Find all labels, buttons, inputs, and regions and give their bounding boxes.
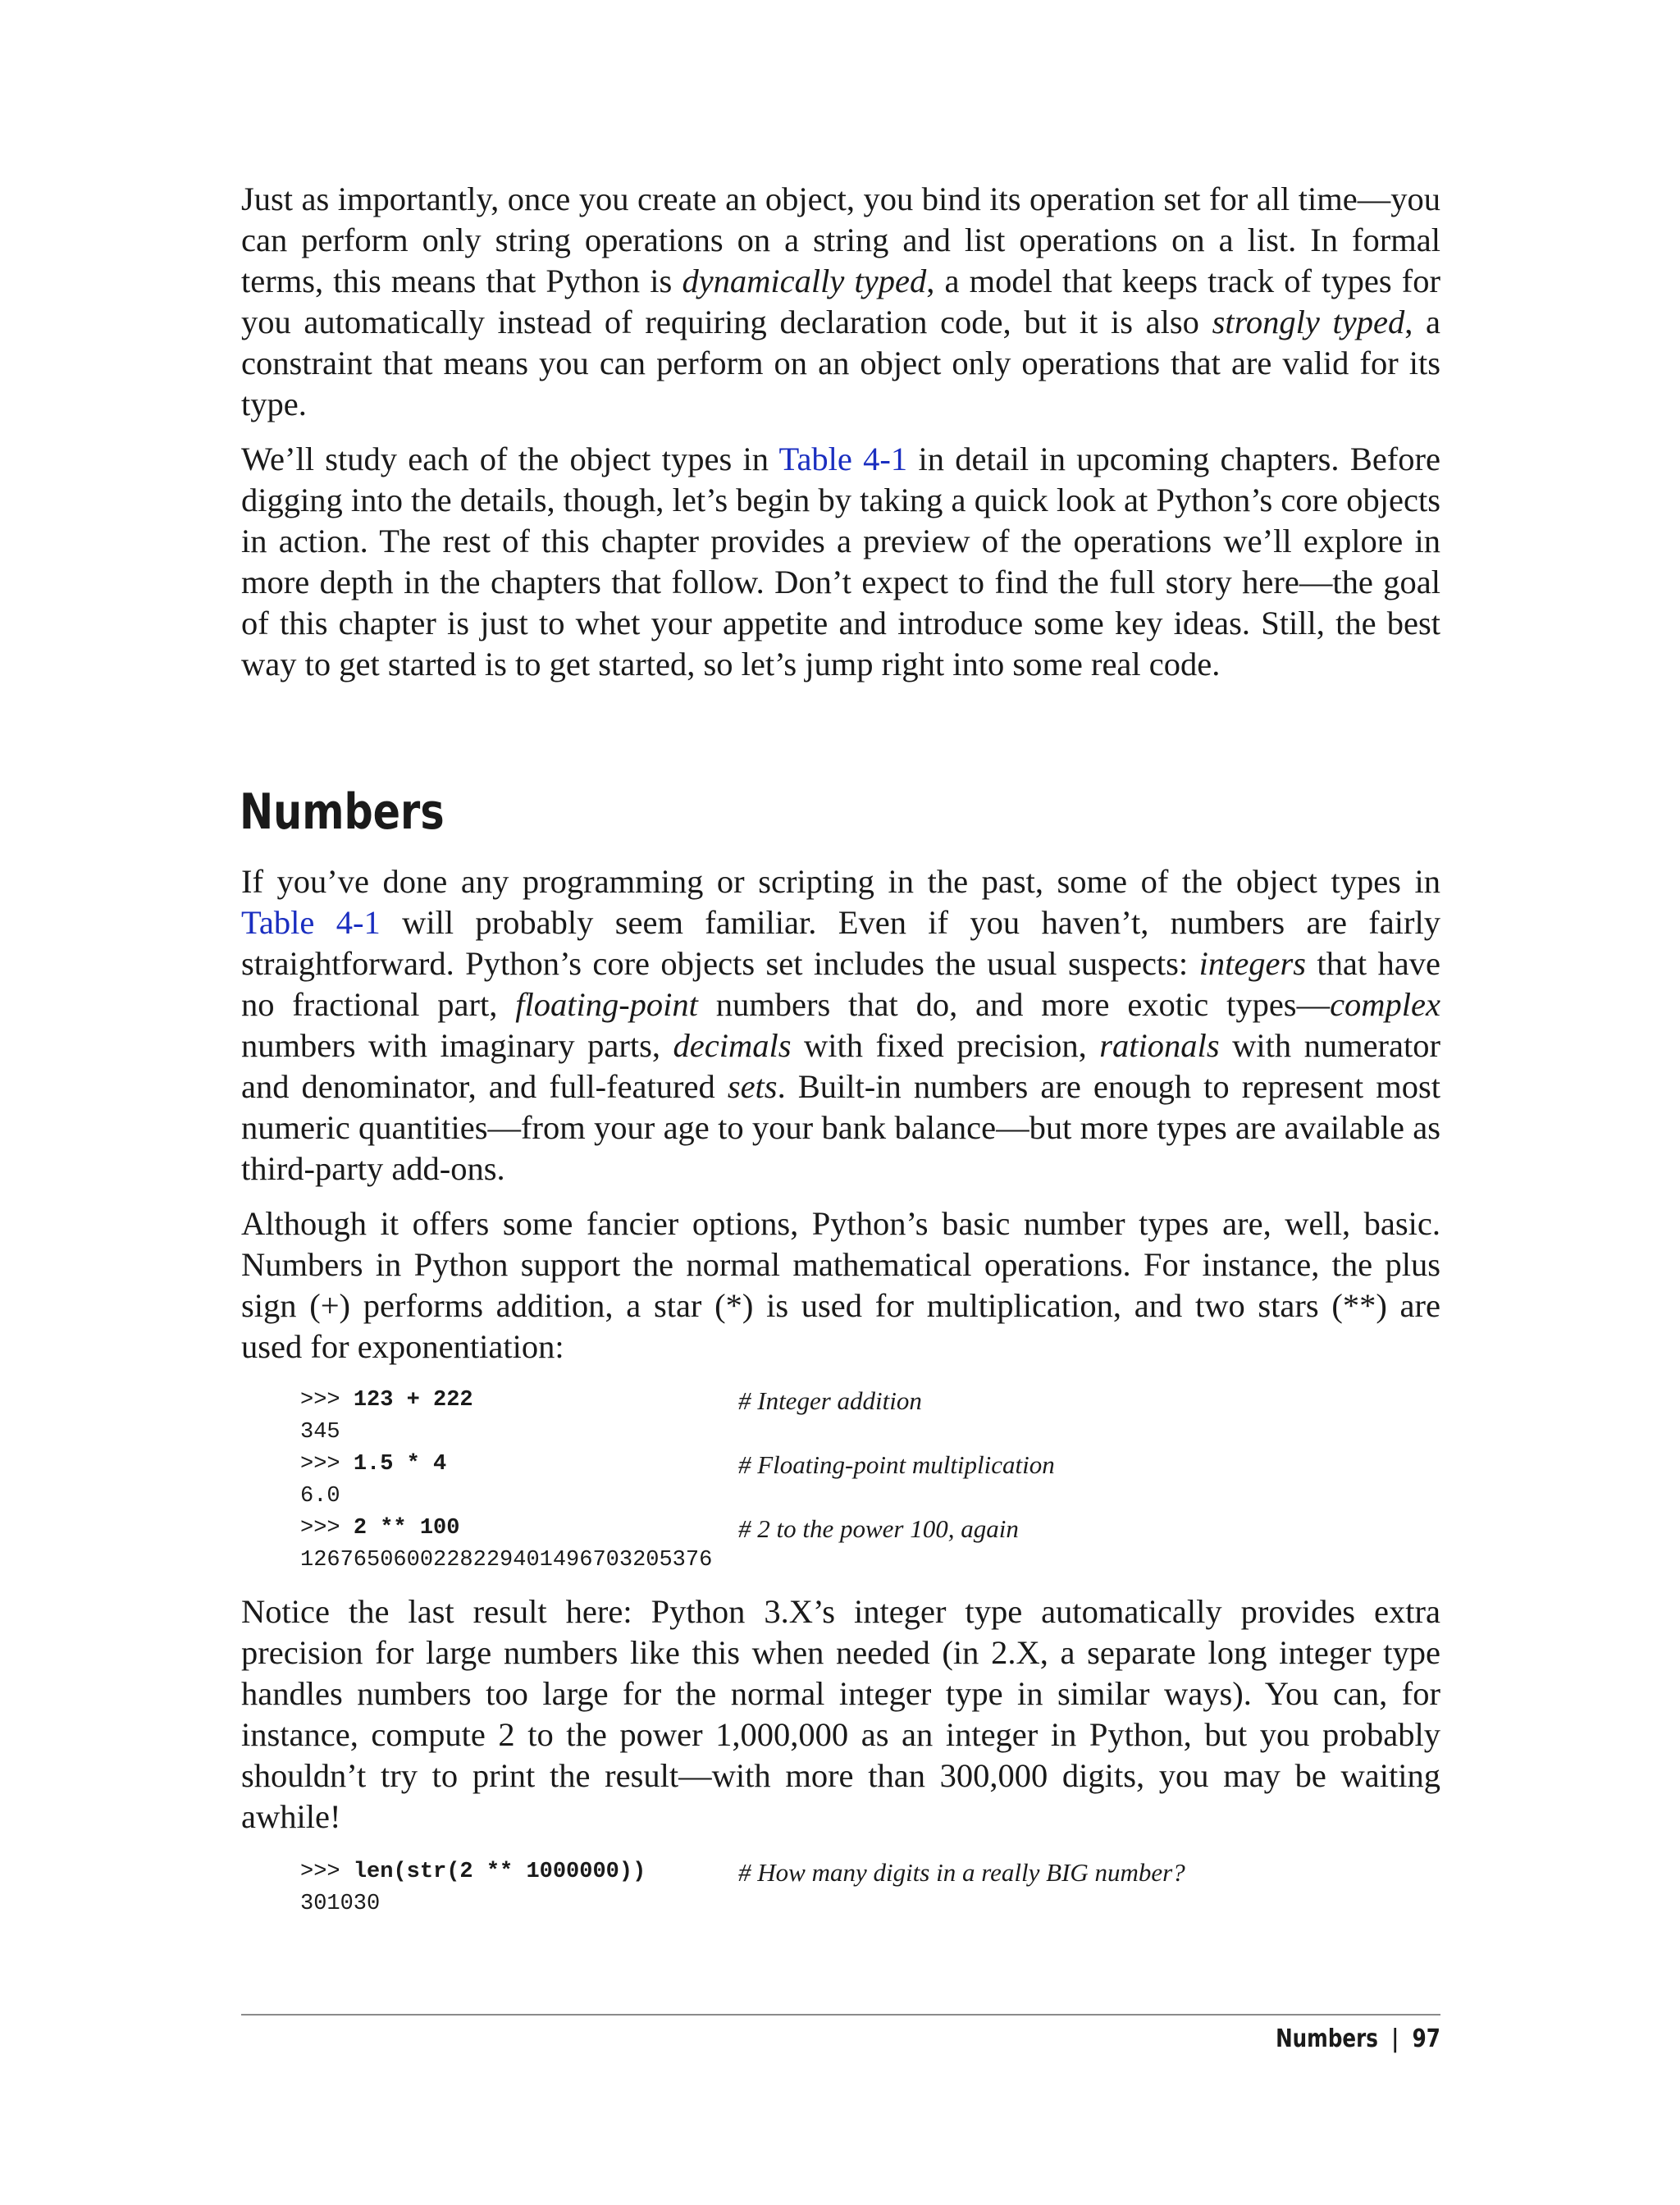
code-output	[300, 1417, 1440, 1449]
paragraph-study-types	[241, 439, 1440, 685]
paragraph-big-integers	[241, 1591, 1440, 1838]
paragraph-numbers-intro	[241, 861, 1440, 1189]
text-run: numbers that do, and more exotic types—	[697, 986, 1331, 1023]
code-command: 123 + 222	[353, 1388, 473, 1413]
text-run: If you’ve done any programming or scripting in the past, some of the object types in	[241, 863, 1440, 900]
table-4-1-link[interactable]: Table 4-1	[241, 904, 381, 941]
code-prompt: >>>	[300, 1860, 354, 1884]
text-run: in detail in upcoming chapters. Before digging into the details, though, let’s begin by taking a quick look at Python’s core objects in action. The rest of this chapter provides a preview of the operations we’ll explore in more depth in the chapters that follow. Don’t expect to find the full story here—the goal of this chapter is just to whet your appetite and introduce some key ideas. Still, the best way to get started is to get started, so let’s jump right into some real code.	[241, 441, 1441, 682]
code-output	[300, 1481, 1440, 1513]
code-line	[300, 1449, 1440, 1481]
footer-separator: |	[1391, 2025, 1399, 2053]
code-output	[300, 1545, 1440, 1577]
code-prompt: >>>	[300, 1388, 354, 1413]
code-example-arithmetic	[300, 1385, 1440, 1577]
code-command: 2 ** 100	[353, 1516, 460, 1541]
paragraph-dynamic-typing	[241, 179, 1440, 425]
paragraph-basic-operations	[241, 1203, 1440, 1367]
term-dynamically-typed: dynamically typed	[682, 262, 927, 299]
code-comment: # Floating-point multiplication	[738, 1450, 1055, 1479]
code-example-big-number	[300, 1856, 1440, 1920]
text-run: with fixed precision,	[791, 1027, 1100, 1064]
text-run: numbers with imaginary parts,	[241, 1027, 673, 1064]
code-line	[300, 1513, 1440, 1545]
text-run: will probably seem familiar. Even if you haven’t, numbers are fairly straightforward. Python’s core objects set includes the usual suspects:	[241, 904, 1441, 982]
code-output-text: 6.0	[300, 1484, 340, 1509]
text-run: Just as importantly, once you create an object, you bind its operation set for all time—you can perform only string operations on a string and list operations on a list. In formal terms, this means that Python is	[241, 180, 1440, 299]
text-run: , a constraint that means you can perform on an object only operations that are valid for its type.	[241, 304, 1441, 422]
code-command: 1.5 * 4	[353, 1452, 447, 1477]
footer-divider	[241, 2014, 1440, 2016]
code-output-text: 345	[300, 1420, 340, 1445]
footer-section-title: Numbers	[1276, 2025, 1378, 2053]
code-output-text: 301030	[300, 1892, 381, 1916]
code-output-text: 1267650600228229401496703205376	[300, 1548, 713, 1573]
text-run: with numerator and denominator, and full-featured	[241, 1027, 1441, 1105]
table-4-1-link[interactable]: Table 4-1	[778, 441, 908, 477]
section-heading: Numbers	[240, 783, 445, 841]
text-run: We’ll study each of the object types in	[241, 441, 779, 477]
code-output	[300, 1888, 1440, 1920]
text-run: . Built-in numbers are enough to represent most numeric quantities—from your age to your bank balance—but more types are available as third-party add-ons.	[241, 1068, 1440, 1187]
text-run: Although it offers some fancier options, Python’s basic number types are, well, basic. Numbers in Python support the normal mathematical operations. For instance, the plus sign (+) performs addition, a star (*) is used for multiplication, and two stars (**) are used for exponentiation:	[241, 1205, 1440, 1365]
code-line	[300, 1385, 1440, 1417]
text-run: Notice the last result here: Python 3.X’s integer type automatically provides extra precision for large numbers like this when needed (in 2.X, a separate long integer type handles numbers too large for the normal integer type in similar ways). You can, for instance, compute 2 to the power 1,000,000 as an integer in Python, but you probably shouldn’t try to print the result—with more than 300,000 digits, you may be waiting awhile!	[241, 1593, 1440, 1835]
term-strongly-typed: strongly typed	[1212, 304, 1405, 340]
code-prompt: >>>	[300, 1516, 354, 1541]
text-run: that have no fractional part,	[241, 945, 1440, 1023]
term-decimals: decimals	[673, 1027, 792, 1064]
text-run: , a model that keeps track of types for you automatically instead of requiring declaration code, but it is also	[241, 262, 1440, 340]
term-sets: sets	[727, 1068, 778, 1105]
code-comment: # How many digits in a really BIG number?	[738, 1858, 1185, 1887]
code-comment: # 2 to the power 100, again	[738, 1514, 1019, 1543]
term-rationals: rationals	[1099, 1027, 1220, 1064]
page-footer	[1276, 2023, 1440, 2056]
term-complex: complex	[1330, 986, 1441, 1023]
term-integers: integers	[1198, 945, 1307, 982]
term-floating-point: floating-point	[515, 986, 698, 1023]
code-line	[300, 1856, 1440, 1888]
code-prompt: >>>	[300, 1452, 354, 1477]
code-comment: # Integer addition	[738, 1386, 922, 1415]
code-command: len(str(2 ** 1000000))	[353, 1860, 646, 1884]
page-number: 97	[1412, 2025, 1440, 2053]
